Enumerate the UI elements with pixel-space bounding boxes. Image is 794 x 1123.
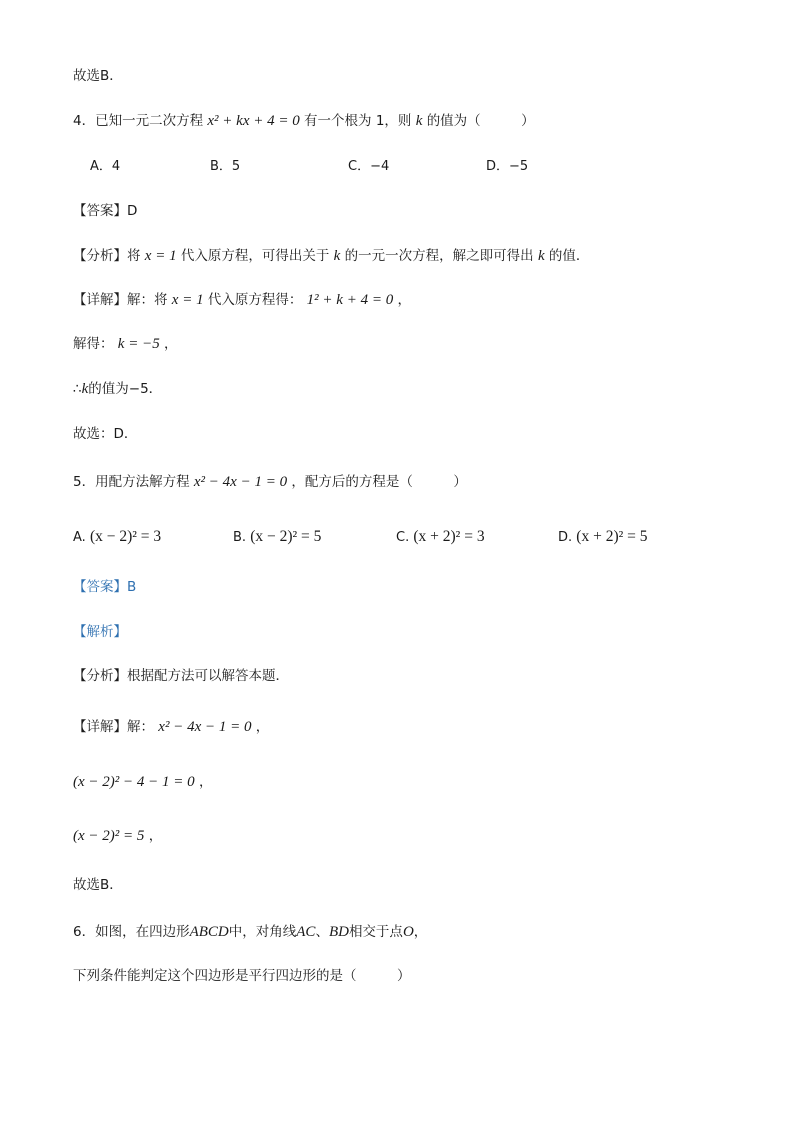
question-4-analysis: 【分析】将 x = 1 代入原方程，可得出关于 k 的一元一次方程，解之即可得出 k 的值． (73, 248, 590, 264)
question-5-stem: 5．用配方法解方程 x² − 4x − 1 = 0 ，配方后的方程是（ ） (73, 474, 467, 490)
question-5-step-2: (x − 2)² = 5 ， (73, 828, 163, 844)
question-4-option-c: C．−4 (348, 159, 390, 174)
question-5-answer: 【答案】B (73, 579, 137, 595)
question-5-option-d: D. (x + 2)² = 5 (558, 528, 648, 545)
question-5-jiexi: 【解析】 (73, 624, 127, 640)
question-5-option-a: A. (x − 2)² = 3 (73, 528, 162, 545)
question-4-option-d: D．−5 (486, 159, 529, 174)
equation: x² + kx + 4 = 0 (207, 113, 300, 129)
question-5-option-c: C. (x + 2)² = 3 (396, 528, 485, 545)
question-4-stem: 4．已知一元二次方程 x² + kx + 4 = 0 有一个根为 1，则 k 的值为（ ） (73, 113, 535, 129)
question-4-solve: 解得： k = −5 ， (73, 336, 178, 352)
question-5-step-1: (x − 2)² − 4 − 1 = 0 ， (73, 774, 213, 790)
question-5-analysis: 【分析】根据配方法可以解答本题． (73, 668, 289, 684)
question-6-stem: 6．如图，在四边形ABCD中，对角线AC、BD相交于点O， (73, 924, 428, 940)
question-5-detail: 【详解】解： x² − 4x − 1 = 0 ， (73, 719, 270, 735)
question-4-option-a: A．4 (90, 159, 121, 174)
previous-choice: 故选B． (73, 68, 123, 84)
question-4-answer: 【答案】D (73, 203, 138, 219)
question-5-option-b: B. (x − 2)² = 5 (233, 528, 322, 545)
question-4-conclusion: ∴k的值为−5． (73, 381, 163, 397)
question-6-stem-line-2: 下列条件能判定这个四边形是平行四边形的是（ ） (73, 968, 411, 984)
question-4-choice: 故选：D． (73, 426, 138, 442)
question-4-option-b: B．5 (210, 159, 241, 174)
question-4-detail: 【详解】解：将 x = 1 代入原方程得： 1² + k + 4 = 0 ， (73, 292, 411, 308)
question-5-choice: 故选B． (73, 877, 123, 893)
